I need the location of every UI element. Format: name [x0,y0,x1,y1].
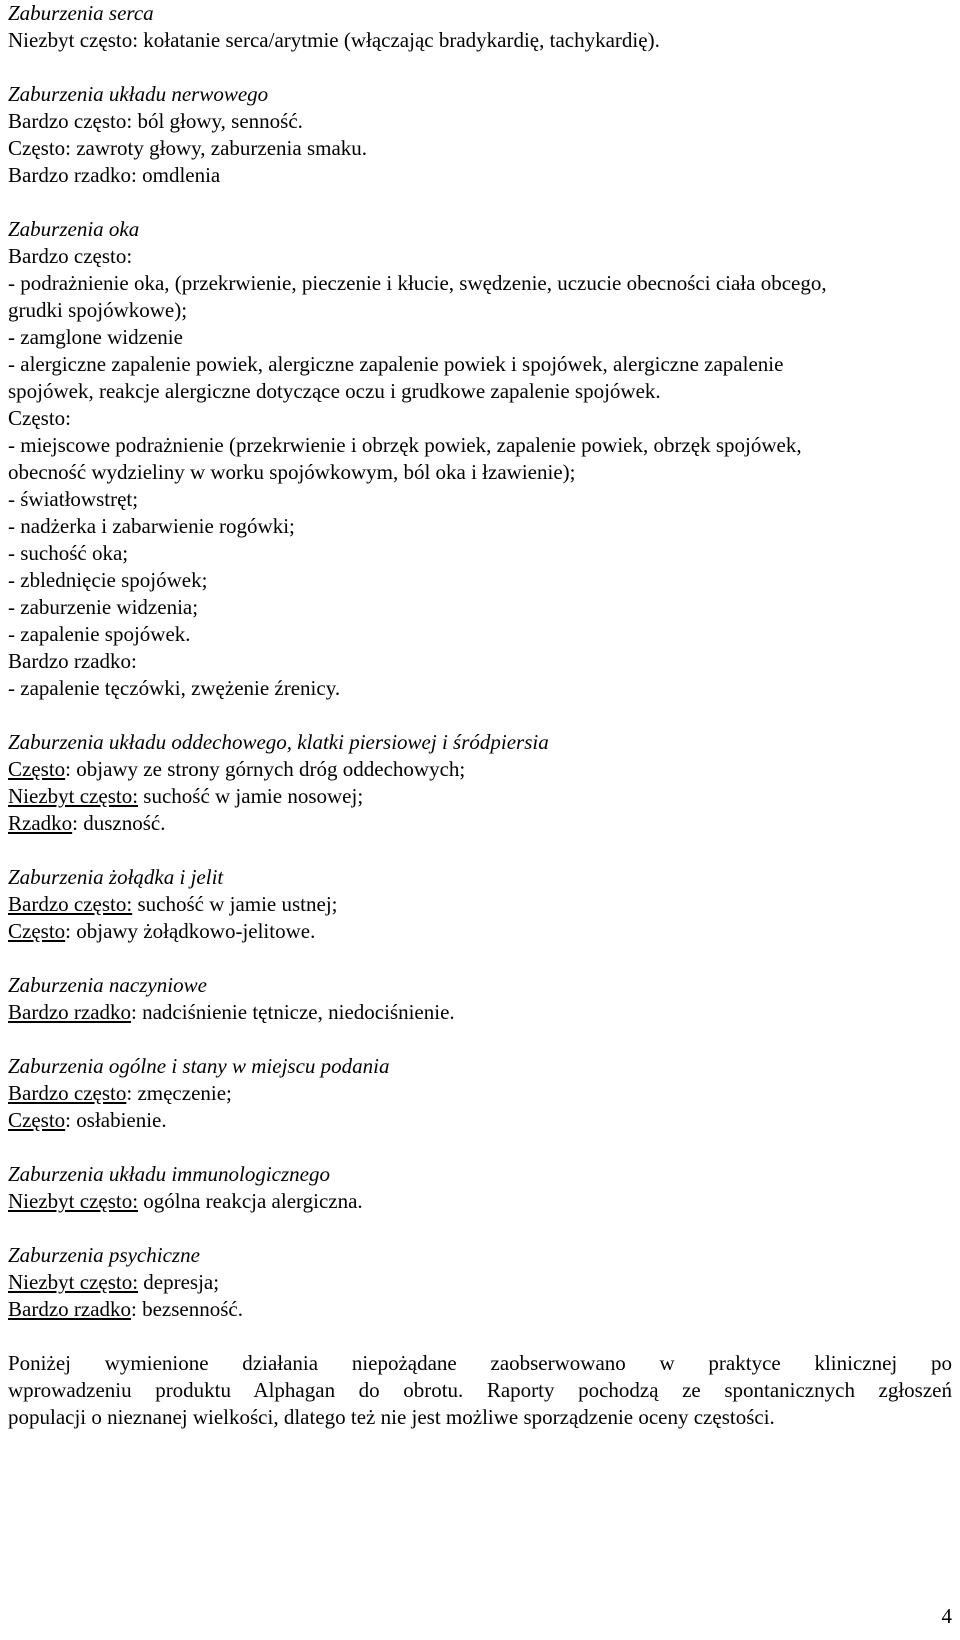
eye-c-line-4: - nadżerka i zabarwienie rogówki; [8,514,295,538]
eye-c-line-8: - zapalenie spojówek. [8,622,191,646]
effect-text: suchość w jamie nosowej; [138,784,364,808]
nervous-line-3: Bardzo rzadko: omdlenia [8,163,221,187]
effect-text: : bezsenność. [131,1297,243,1321]
gastro-line-2 [8,918,952,945]
respiratory-line-1 [8,756,952,783]
eye-vc-line-1: - podrażnienie oka, (przekrwienie, pieczenie i kłucie, swędzenie, uczucie obecności ciała obcego, [8,271,827,295]
frequency-label: Bardzo często [8,1081,127,1105]
frequency-label: Niezbyt często: [8,1189,139,1213]
section-title-eye: Zaburzenia oka [8,217,140,241]
effect-text: : objawy ze strony górnych dróg oddechowych; [65,757,466,781]
eye-common-label: Często: [8,406,71,430]
frequency-label: Niezbyt często: [8,1270,139,1294]
frequency-label: Często [8,1108,66,1132]
eye-vc-line-2: grudki spojówkowe); [8,298,188,322]
section-title-vascular: Zaburzenia naczyniowe [8,973,207,997]
eye-very-common-label: Bardzo często: [8,244,133,268]
section-title-heart: Zaburzenia serca [8,1,154,25]
nervous-line-1: Bardzo często: ból głowy, senność. [8,109,303,133]
document-page [8,0,952,1431]
eye-vr-line-1: - zapalenie tęczówki, zwężenie źrenicy. [8,676,341,700]
effect-text: ogólna reakcja alergiczna. [138,1189,363,1213]
eye-c-line-6: - zblednięcie spojówek; [8,568,208,592]
page-number: 4 [941,1604,952,1628]
effect-text: : zmęczenie; [126,1081,232,1105]
immune-line-1 [8,1188,952,1215]
eye-vc-line-3: - zamglone widzenie [8,325,183,349]
effect-text: suchość w jamie ustnej; [132,892,338,916]
section-title-general: Zaburzenia ogólne i stany w miejscu podania [8,1054,390,1078]
eye-vc-line-5: spojówek, reakcje alergiczne dotyczące oczu i grudkowe zapalenie spojówek. [8,379,661,403]
postmarketing-line-2: wprowadzeniu produktu Alphagan do obrotu. Raporty pochodzą ze spontanicznych zgłoszeń [8,1378,952,1402]
eye-c-line-7: - zaburzenie widzenia; [8,595,199,619]
frequency-label: Niezbyt często: [8,784,139,808]
heart-line: Niezbyt często: kołatanie serca/arytmie (włączając bradykardię, tachykardię). [8,28,660,52]
frequency-label: Bardzo często: [8,892,133,916]
psychiatric-line-2 [8,1296,952,1323]
eye-c-line-1: - miejscowe podrażnienie (przekrwienie i obrzęk powiek, zapalenie powiek, obrzęk spojówek, [8,433,802,457]
frequency-label: Często [8,757,66,781]
eye-c-line-3: - światłowstręt; [8,487,139,511]
frequency-label: Rzadko [8,811,73,835]
general-line-1 [8,1080,952,1107]
postmarketing-line-3: populacji o nieznanej wielkości, dlatego też nie jest możliwe sporządzenie oceny częstości. [8,1405,775,1429]
psychiatric-line-1 [8,1269,952,1296]
effect-text: : osłabienie. [65,1108,167,1132]
section-title-nervous: Zaburzenia układu nerwowego [8,82,269,106]
effect-text: : nadciśnienie tętnicze, niedociśnienie. [131,1000,455,1024]
eye-c-line-5: - suchość oka; [8,541,129,565]
section-title-gastro: Zaburzenia żołądka i jelit [8,865,224,889]
section-title-psychiatric: Zaburzenia psychiczne [8,1243,200,1267]
vascular-line-1 [8,999,952,1026]
eye-c-line-2: obecność wydzieliny w worku spojówkowym, ból oka i łzawienie); [8,460,576,484]
effect-text: : duszność. [72,811,166,835]
general-line-2 [8,1107,952,1134]
nervous-line-2: Często: zawroty głowy, zaburzenia smaku. [8,136,368,160]
gastro-line-1 [8,891,952,918]
frequency-label: Bardzo rzadko [8,1000,132,1024]
frequency-label: Często [8,919,66,943]
section-title-immune: Zaburzenia układu immunologicznego [8,1162,330,1186]
effect-text: : objawy żołądkowo-jelitowe. [65,919,316,943]
effect-text: depresja; [138,1270,220,1294]
section-title-respiratory: Zaburzenia układu oddechowego, klatki piersiowej i śródpiersia [8,730,549,754]
eye-vc-line-4: - alergiczne zapalenie powiek, alergiczne zapalenie powiek i spojówek, alergiczne zapalenie [8,352,784,376]
frequency-label: Bardzo rzadko [8,1297,132,1321]
respiratory-line-3 [8,810,952,837]
postmarketing-line-1: Poniżej wymienione działania niepożądane zaobserwowano w praktyce klinicznej po [8,1351,952,1375]
respiratory-line-2 [8,783,952,810]
eye-very-rare-label: Bardzo rzadko: [8,649,137,673]
